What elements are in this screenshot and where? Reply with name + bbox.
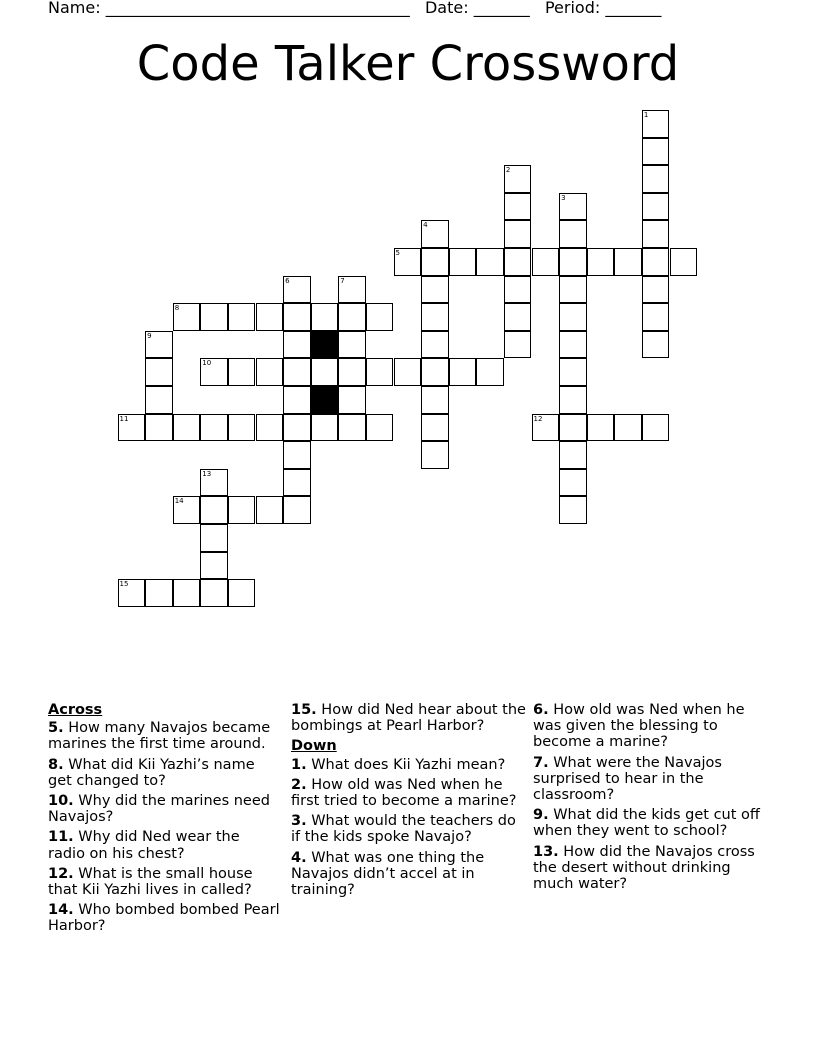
page-title: Code Talker Crossword <box>136 36 680 92</box>
grid-cell[interactable] <box>256 358 284 386</box>
grid-cell[interactable] <box>642 165 670 193</box>
clue-number: 11 <box>119 414 129 423</box>
clue-down-9: 9. What did the kids get cut off when they went to school? <box>533 807 760 840</box>
clue-number: 15 <box>119 580 129 589</box>
grid-cell[interactable] <box>283 303 311 331</box>
grid-cell[interactable] <box>559 303 587 331</box>
grid-cell[interactable] <box>228 303 256 331</box>
black-cell <box>311 386 339 414</box>
grid-cell[interactable] <box>283 441 311 469</box>
grid-cell[interactable] <box>559 496 587 524</box>
grid-cell[interactable] <box>559 386 587 414</box>
name-label: Name: <box>48 0 101 17</box>
grid-cell[interactable] <box>504 303 532 331</box>
grid-cell[interactable] <box>504 193 532 221</box>
clue-down-7: 7. What were the Navajos surprised to hear in the classroom? <box>533 754 722 804</box>
grid-cell[interactable] <box>173 414 201 442</box>
clue-number: 14 <box>174 497 184 506</box>
grid-cell[interactable] <box>504 331 532 359</box>
grid-cell[interactable] <box>421 358 449 386</box>
clue-number: 12 <box>533 414 543 423</box>
grid-cell[interactable] <box>559 220 587 248</box>
grid-cell[interactable] <box>311 414 339 442</box>
grid-cell[interactable] <box>559 414 587 442</box>
grid-cell[interactable] <box>559 248 587 276</box>
grid-cell[interactable] <box>642 248 670 276</box>
grid-cell[interactable] <box>200 414 228 442</box>
clue-number: 7 <box>340 276 345 285</box>
grid-cell[interactable] <box>642 303 670 331</box>
black-cell <box>311 331 339 359</box>
grid-cell[interactable] <box>421 331 449 359</box>
clue-number: 6 <box>285 276 290 285</box>
clue-across-12: 12. What is the small house that Kii Yazhi lives in called? <box>48 865 253 899</box>
grid-cell[interactable] <box>200 552 228 580</box>
grid-cell[interactable] <box>338 414 366 442</box>
grid-cell[interactable] <box>587 414 615 442</box>
grid-cell[interactable] <box>559 469 587 497</box>
grid-cell[interactable] <box>200 524 228 552</box>
clue-across-11: 11. Why did Ned wear the radio on his chest? <box>48 829 240 862</box>
clue-down-2: 2. How old was Ned when he first tried to become a marine? <box>291 776 517 810</box>
clue-number: 1 <box>643 111 649 119</box>
clues-column-2 <box>291 702 527 902</box>
grid-cell[interactable] <box>504 276 532 304</box>
grid-cell[interactable] <box>256 496 284 524</box>
grid-cell[interactable] <box>366 358 394 386</box>
grid-cell[interactable] <box>421 386 449 414</box>
grid-cell[interactable] <box>311 358 339 386</box>
grid-cell[interactable] <box>614 414 642 442</box>
clue-number: 8 <box>174 304 180 313</box>
grid-cell[interactable] <box>200 579 228 607</box>
grid-cell[interactable] <box>559 331 587 359</box>
grid-cell[interactable] <box>256 303 284 331</box>
grid-cell[interactable] <box>228 414 256 442</box>
grid-cell[interactable] <box>145 358 173 386</box>
clue-number: 4 <box>423 221 428 230</box>
grid-cell[interactable] <box>283 496 311 524</box>
grid-cell[interactable] <box>145 414 173 442</box>
grid-cell[interactable] <box>421 276 449 304</box>
clues-column-3 <box>533 702 768 896</box>
grid-cell[interactable] <box>394 358 422 386</box>
grid-cell[interactable] <box>256 414 284 442</box>
grid-cell[interactable] <box>642 220 670 248</box>
grid-cell[interactable] <box>366 414 394 442</box>
grid-cell[interactable] <box>532 248 560 276</box>
grid-cell[interactable] <box>449 248 477 276</box>
name-line[interactable]: ______________________________________ <box>105 0 410 17</box>
grid-cell[interactable] <box>421 303 449 331</box>
clue-down-1: 1. What does Kii Yazhi mean? <box>291 756 506 773</box>
grid-cell[interactable] <box>338 331 366 359</box>
clue-number: 13 <box>202 469 212 478</box>
grid-cell[interactable] <box>476 248 504 276</box>
grid-cell[interactable] <box>200 303 228 331</box>
period-line[interactable]: _______ <box>605 0 662 17</box>
grid-cell[interactable] <box>504 248 532 276</box>
grid-cell[interactable] <box>228 579 256 607</box>
period-label: Period: <box>544 0 601 17</box>
clue-number: 5 <box>395 249 400 257</box>
grid-cell[interactable] <box>559 441 587 469</box>
down-heading: Down <box>291 738 337 755</box>
grid-cell[interactable] <box>614 248 642 276</box>
clue-down-3: 3. What would the teachers do if the kids spoke Navajo? <box>291 813 516 846</box>
grid-cell[interactable] <box>642 138 670 166</box>
date-label: Date: <box>424 0 469 17</box>
clue-across-14: 14. Who bombed bombed Pearl Harbor? <box>48 902 280 935</box>
grid-cell[interactable] <box>642 331 670 359</box>
clue-number: 10 <box>202 359 212 368</box>
grid-cell[interactable] <box>200 496 228 524</box>
clue-down-13: 13. How did the Navajos cross the desert without drinking much water? <box>533 843 755 893</box>
grid-cell[interactable] <box>642 193 670 221</box>
grid-cell[interactable] <box>642 276 670 304</box>
clue-down-6: 6. How old was Ned when he was given the blessing to become a marine? <box>533 702 745 751</box>
grid-cell[interactable] <box>228 358 256 386</box>
grid-cell[interactable] <box>338 386 366 414</box>
clue-across-5: 5. How many Navajos became marines the first time around. <box>48 720 271 753</box>
grid-cell[interactable] <box>559 276 587 304</box>
clues-column-1 <box>48 702 280 939</box>
grid-cell[interactable] <box>366 303 394 331</box>
grid-cell[interactable] <box>421 414 449 442</box>
clue-number: 2 <box>505 166 511 175</box>
grid-cell[interactable] <box>311 303 339 331</box>
grid-cell[interactable] <box>421 248 449 276</box>
grid-cell[interactable] <box>283 386 311 414</box>
grid-cell[interactable] <box>559 358 587 386</box>
grid-cell[interactable] <box>421 441 449 469</box>
grid-cell[interactable] <box>283 469 311 497</box>
clue-down-4: 4. What was one thing the Navajos didn’t accel at in training? <box>291 849 485 899</box>
clue-across-15: 15. How did Ned hear about the bombings at Pearl Harbor? <box>291 702 526 735</box>
grid-cell[interactable] <box>145 579 173 607</box>
date-line[interactable]: _______ <box>473 0 530 17</box>
clue-across-8: 8. What did Kii Yazhi’s name get changed to? <box>48 756 255 789</box>
grid-cell[interactable] <box>670 248 698 276</box>
grid-cell[interactable] <box>504 220 532 248</box>
across-heading: Across <box>48 702 103 718</box>
grid-cell[interactable] <box>173 579 201 607</box>
grid-cell[interactable] <box>228 496 256 524</box>
grid-cell[interactable] <box>476 358 504 386</box>
grid-cell[interactable] <box>283 358 311 386</box>
grid-cell[interactable] <box>338 303 366 331</box>
grid-cell[interactable] <box>145 386 173 414</box>
clue-number: 9 <box>147 331 152 340</box>
grid-cell[interactable] <box>283 331 311 359</box>
clue-across-10: 10. Why did the marines need Navajos? <box>48 793 270 826</box>
grid-cell[interactable] <box>283 414 311 442</box>
grid-cell[interactable] <box>642 414 670 442</box>
clue-number: 3 <box>561 193 566 202</box>
grid-cell[interactable] <box>587 248 615 276</box>
grid-cell[interactable] <box>449 358 477 386</box>
grid-cell[interactable] <box>338 358 366 386</box>
